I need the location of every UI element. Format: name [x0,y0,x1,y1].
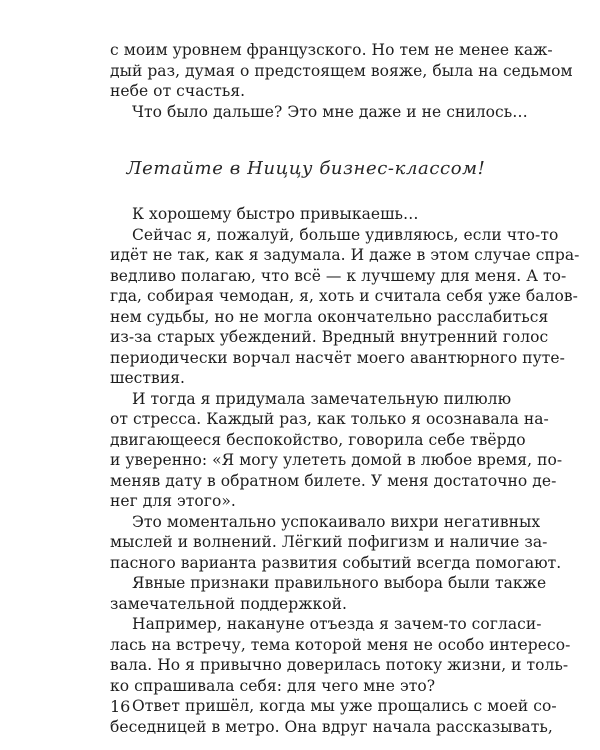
text-line: от стресса. Каждый раз, как только я осознавала на- [110,410,549,428]
chapter-heading: Летайте в Ниццу бизнес-классом! [126,158,486,179]
text-line: Например, накануне отъезда я зачем-то согласи- [132,615,542,633]
text-line: пасного варианта развития событий всегда помогают. [110,553,562,572]
text-line: нем судьбы, но не могла окончательно расслабиться [110,307,549,326]
page-number: 16 [110,697,131,716]
text-line: ко спрашивала себя: для чего мне это? [110,676,436,695]
text-line: двигающееся беспокойство, говорила себе твёрдо [110,430,526,449]
text-line: вала. Но я привычно доверилась потоку жизни, и толь- [110,656,569,674]
text-line: шествия. [110,369,186,387]
text-line: лась на встречу, тема которой меня не особо интересо- [110,635,571,654]
text-line: замечательной поддержкой. [110,594,347,613]
text-line: Ответ пришёл, когда мы уже прощались с моей со- [132,697,557,715]
text-line: нег для этого». [110,492,236,510]
text-line: ведливо полагаю, что всё — к лучшему для меня. А то- [110,266,567,285]
text-line: идёт не так, как я задумала. И даже в этом случае спра- [110,246,580,264]
text-line: К хорошему быстро привыкаешь… [132,205,419,223]
text-line: из-за старых убеждений. Вредный внутренний голос [110,328,549,346]
main-text-block [110,204,580,737]
text-line: беседницей в метро. Она вдруг начала рассказывать, [110,717,553,736]
text-line: и уверенно: «Я могу улететь домой в любое время, по- [110,451,563,469]
text-line: Что было дальше? Это мне даже и не снилось… [132,102,528,121]
text-line: Сейчас я, пожалуй, больше удивляюсь, если что-то [132,225,559,244]
text-line: небе от счастья. [110,82,246,100]
text-line: меняв дату в обратном билете. У меня достаточно де- [110,471,557,490]
text-line: Явные признаки правильного выбора были также [132,574,547,592]
text-line: дый раз, думая о предстоящем вояже, была на седьмом [110,61,573,80]
text-line: И тогда я придумала замечательную пилюлю [132,389,512,408]
text-line: гда, собирая чемодан, я, хоть и считала себя уже балов- [110,287,578,305]
text-line: Это моментально успокаивало вихри негативных [132,512,541,531]
text-line: периодически ворчал насчёт моего авантюрного путе- [110,348,565,367]
text-line: с моим уровнем французского. Но тем не менее каж- [110,41,553,59]
top-text-block [110,40,573,122]
text-line: мыслей и волнений. Лёгкий пофигизм и наличие за- [110,533,548,551]
